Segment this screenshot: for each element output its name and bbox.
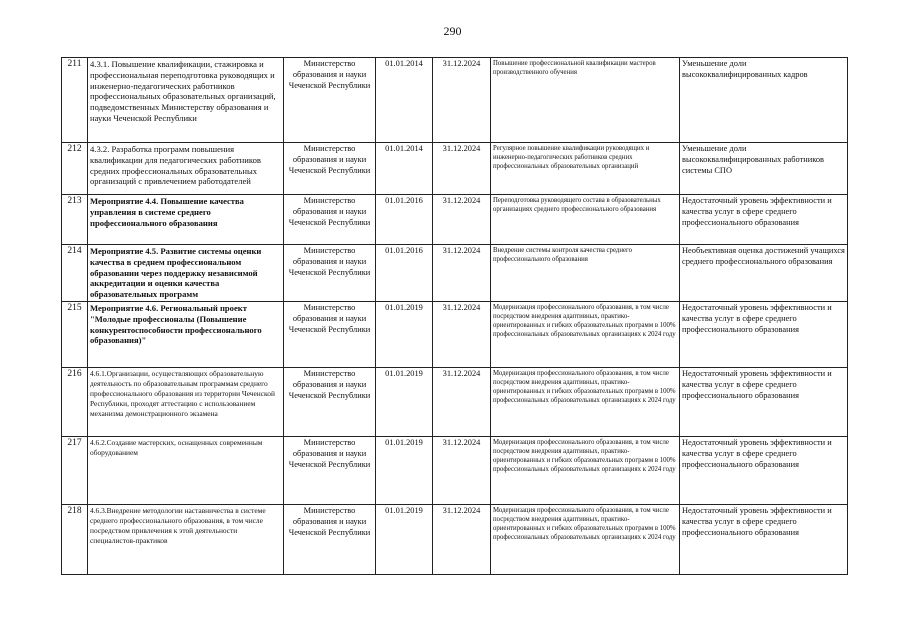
risk-consequence: Недостаточный уровень эффективности и качества услуг в сфере среднего профессионального образования: [680, 368, 848, 437]
start-date: 01.01.2019: [376, 302, 433, 368]
row-number: 216: [62, 368, 88, 437]
table-row: [62, 58, 848, 143]
activity-name: 4.6.2.Создание мастерских, оснащенных современным оборудованием: [88, 437, 284, 505]
risk-consequence: Недостаточный уровень эффективности и качества услуг в сфере среднего профессионального образования: [680, 302, 848, 368]
expected-result: Переподготовка руководящего состава в образовательных организациях среднего профессионального образования: [491, 195, 680, 245]
row-number: 215: [62, 302, 88, 368]
expected-result: Модернизация профессионального образования, в том числе посредством внедрения адаптивных, практико-ориентированных и гибких образовательных программ в 100% профессиональных образовательных организациях к 2024 году: [491, 302, 680, 368]
row-number: 213: [62, 195, 88, 245]
risk-consequence: Недостаточный уровень эффективности и качества услуг в сфере среднего профессионального образования: [680, 437, 848, 505]
activity-name: 4.6.3.Внедрение методологии наставничества в системе среднего профессионального образования, в том числе посредством привлечения к этой деятельности специалистов-практиков: [88, 505, 284, 575]
activity-name: Мероприятие 4.6. Региональный проект "Молодые профессионалы (Повышение конкурентоспособности профессионального образования)": [88, 302, 284, 368]
expected-result: Повышение профессиональной квалификации мастеров производственного обучения: [491, 58, 680, 143]
row-number: 218: [62, 505, 88, 575]
program-activities-table: [61, 57, 848, 575]
activity-name: Мероприятие 4.5. Развитие системы оценки качества в среднем профессиональном образовании через поддержку независимой аккредитации и оценки качества образовательных программ: [88, 245, 284, 302]
row-number: 217: [62, 437, 88, 505]
row-number: 211: [62, 58, 88, 143]
start-date: 01.01.2019: [376, 437, 433, 505]
end-date: 31.12.2024: [433, 505, 491, 575]
executor: Министерство образования и науки Чеченской Республики: [284, 437, 376, 505]
start-date: 01.01.2019: [376, 368, 433, 437]
start-date: 01.01.2019: [376, 505, 433, 575]
executor: Министерство образования и науки Чеченской Республики: [284, 368, 376, 437]
table-row: [62, 368, 848, 437]
end-date: 31.12.2024: [433, 245, 491, 302]
activity-name: 4.3.2. Разработка программ повышения квалификации для педагогических работников средних профессиональных образовательных организаций с привлечением работодателей: [88, 143, 284, 195]
expected-result: Модернизация профессионального образования, в том числе посредством внедрения адаптивных, практико-ориентированных и гибких образовательных программ в 100% профессиональных образовательных организациях к 2024 году: [491, 505, 680, 575]
expected-result: Внедрение системы контроля качества среднего профессионального образования: [491, 245, 680, 302]
row-number: 214: [62, 245, 88, 302]
expected-result: Регулярное повышение квалификации руководящих и инженерно-педагогических работников средних профессиональных образовательных организаций: [491, 143, 680, 195]
activity-name: 4.6.1.Организации, осуществляющих образовательную деятельность по образовательным программам среднего профессионального образования из территории Чеченской Республики, проходят аттестацию с использованием механизма демонстрационного экзамена: [88, 368, 284, 437]
table-row: [62, 505, 848, 575]
executor: Министерство образования и науки Чеченской Республики: [284, 195, 376, 245]
executor: Министерство образования и науки Чеченской Республики: [284, 143, 376, 195]
start-date: 01.01.2014: [376, 143, 433, 195]
activity-name: Мероприятие 4.4. Повышение качества управления в системе среднего профессионального образования: [88, 195, 284, 245]
start-date: 01.01.2016: [376, 195, 433, 245]
row-number: 212: [62, 143, 88, 195]
end-date: 31.12.2024: [433, 302, 491, 368]
risk-consequence: Недостаточный уровень эффективности и качества услуг в сфере среднего профессионального образования: [680, 505, 848, 575]
risk-consequence: Уменьшение доли высококвалифицированных кадров: [680, 58, 848, 143]
table-row: [62, 437, 848, 505]
end-date: 31.12.2024: [433, 437, 491, 505]
table-row: [62, 302, 848, 368]
risk-consequence: Уменьшение доли высококвалифицированных работников системы СПО: [680, 143, 848, 195]
start-date: 01.01.2014: [376, 58, 433, 143]
table-row: [62, 195, 848, 245]
executor: Министерство образования и науки Чеченской Республики: [284, 505, 376, 575]
page-number: 290: [443, 24, 462, 38]
table-row: [62, 245, 848, 302]
executor: Министерство образования и науки Чеченской Республики: [284, 245, 376, 302]
table-row: [62, 143, 848, 195]
activity-name: 4.3.1. Повышение квалификации, стажировка и профессиональная переподготовка руководящих и инженерно-педагогических работников профессиональных образовательных организаций, подведомственных Министерству образования и науки Чеченской Республики: [88, 58, 284, 143]
expected-result: Модернизация профессионального образования, в том числе посредством внедрения адаптивных, практико-ориентированных и гибких образовательных программ в 100% профессиональных образовательных организациях к 2024 году: [491, 437, 680, 505]
end-date: 31.12.2024: [433, 58, 491, 143]
start-date: 01.01.2016: [376, 245, 433, 302]
risk-consequence: Необъективная оценка достижений учащихся среднего профессионального образования: [680, 245, 848, 302]
expected-result: Модернизация профессионального образования, в том числе посредством внедрения адаптивных, практико-ориентированных и гибких образовательных программ в 100% профессиональных образовательных организациях к 2024 году: [491, 368, 680, 437]
executor: Министерство образования и науки Чеченской Республики: [284, 302, 376, 368]
end-date: 31.12.2024: [433, 368, 491, 437]
end-date: 31.12.2024: [433, 143, 491, 195]
end-date: 31.12.2024: [433, 195, 491, 245]
risk-consequence: Недостаточный уровень эффективности и качества услуг в сфере среднего профессионального образования: [680, 195, 848, 245]
executor: Министерство образования и науки Чеченской Республики: [284, 58, 376, 143]
